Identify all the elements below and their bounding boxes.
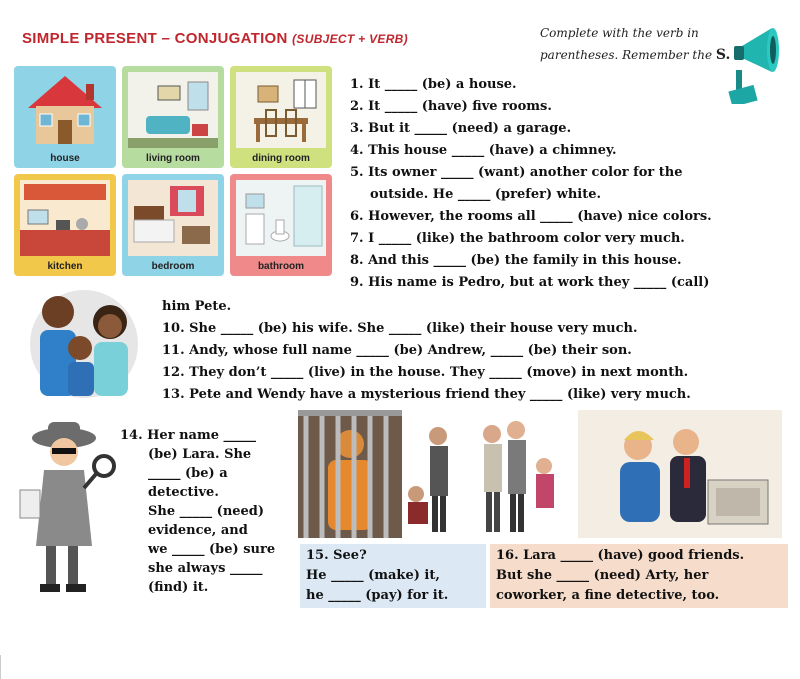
sentence-12: 12. They don’t _____ (live) in the house. They _____ (move) in next month. <box>162 365 689 380</box>
sentence-13: 13. Pete and Wendy have a mysterious friend they _____ (like) very much. <box>162 387 691 402</box>
sentence-14-line-4: detective. <box>148 485 219 500</box>
office-workers-image <box>578 410 782 538</box>
instruction-line-1: Complete with the verb in <box>540 26 699 40</box>
sentence-14-line-5: She _____ (need) <box>148 504 265 519</box>
sentence-16-line-1: 16. Lara _____ (have) good friends. <box>496 548 745 563</box>
room-tile-house <box>14 66 116 168</box>
bathroom-icon <box>236 180 326 256</box>
room-tile-kitchen <box>14 174 116 276</box>
room-label-dining-room: dining room <box>252 153 310 164</box>
sentence-15-line-2: He _____ (make) it, <box>306 568 440 583</box>
room-tile-dining-room <box>230 66 332 168</box>
title-subtitle: (SUBJECT + VERB) <box>292 32 408 46</box>
sentence-14-line-3: _____ (be) a <box>148 466 228 481</box>
sentence-14-line-8: she always _____ <box>148 561 263 576</box>
prisoner-image <box>298 410 402 538</box>
sentence-2: 2. It _____ (have) five rooms. <box>350 99 552 114</box>
room-label-living-room: living room <box>146 153 200 164</box>
room-label-kitchen: kitchen <box>47 261 83 272</box>
sentence-8: 8. And this _____ (be) the family in this house. <box>350 253 682 268</box>
sentence-5-cont: outside. He _____ (prefer) white. <box>370 187 602 202</box>
family-image <box>18 282 146 400</box>
page-title <box>22 30 408 47</box>
sentence-9: 9. His name is Pedro, but at work they _____ (call) <box>350 275 710 290</box>
bedroom-icon <box>128 180 218 256</box>
sentence-15-line-1: 15. See? <box>306 548 367 563</box>
sentence-14-line-6: evidence, and <box>148 523 248 538</box>
sentence-11: 11. Andy, whose full name _____ (be) Andrew, _____ (be) their son. <box>162 343 632 358</box>
kitchen-icon <box>20 180 110 256</box>
exercise-lines-9-13 <box>162 296 691 406</box>
sentence-16-line-2: But she _____ (need) Arty, her <box>496 568 709 583</box>
page-edge-mark <box>0 655 8 679</box>
dining-room-icon <box>236 72 326 148</box>
sentence-16-line-3: coworker, a fine detective, too. <box>496 588 720 603</box>
sentence-10: 10. She _____ (be) his wife. She _____ (like) their house very much. <box>162 321 638 336</box>
sentence-14-line-7: we _____ (be) sure <box>148 542 276 557</box>
sentence-6: 6. However, the rooms all _____ (have) nice colors. <box>350 209 712 224</box>
sentence-15-line-3: he _____ (pay) for it. <box>306 588 449 603</box>
sentence-1: 1. It _____ (be) a house. <box>350 77 517 92</box>
title-text: SIMPLE PRESENT – CONJUGATION <box>22 30 288 47</box>
detective-image <box>12 418 120 600</box>
exercise-15 <box>300 544 486 608</box>
sentence-14-line-1: 14. Her name _____ <box>120 428 256 443</box>
sentence-7: 7. I _____ (like) the bathroom color very much. <box>350 231 685 246</box>
sentence-5: 5. Its owner _____ (want) another color for the <box>350 165 683 180</box>
sentence-4: 4. This house _____ (have) a chimney. <box>350 143 617 158</box>
room-label-house: house <box>50 153 80 164</box>
exercise-16 <box>490 544 788 608</box>
house-icon <box>20 72 110 148</box>
room-tile-living-room <box>122 66 224 168</box>
sentence-9-cont: him Pete. <box>162 299 232 314</box>
room-tile-bedroom <box>122 174 224 276</box>
living-room-icon <box>128 72 218 148</box>
room-tile-bathroom <box>230 174 332 276</box>
exercise-14 <box>120 426 275 597</box>
sentence-3: 3. But it _____ (need) a garage. <box>350 121 572 136</box>
people-group-image <box>404 412 572 538</box>
exercise-lines-1-9 <box>350 74 712 294</box>
instruction-line-2: parentheses. Remember the S. <box>540 47 731 63</box>
sentence-14-line-9: (find) it. <box>148 580 209 595</box>
room-label-bathroom: bathroom <box>257 261 305 272</box>
sentence-14-line-2: (be) Lara. She <box>148 447 252 462</box>
megaphone-icon <box>728 24 788 104</box>
instructions <box>540 22 740 66</box>
room-label-bedroom: bedroom <box>151 261 195 272</box>
